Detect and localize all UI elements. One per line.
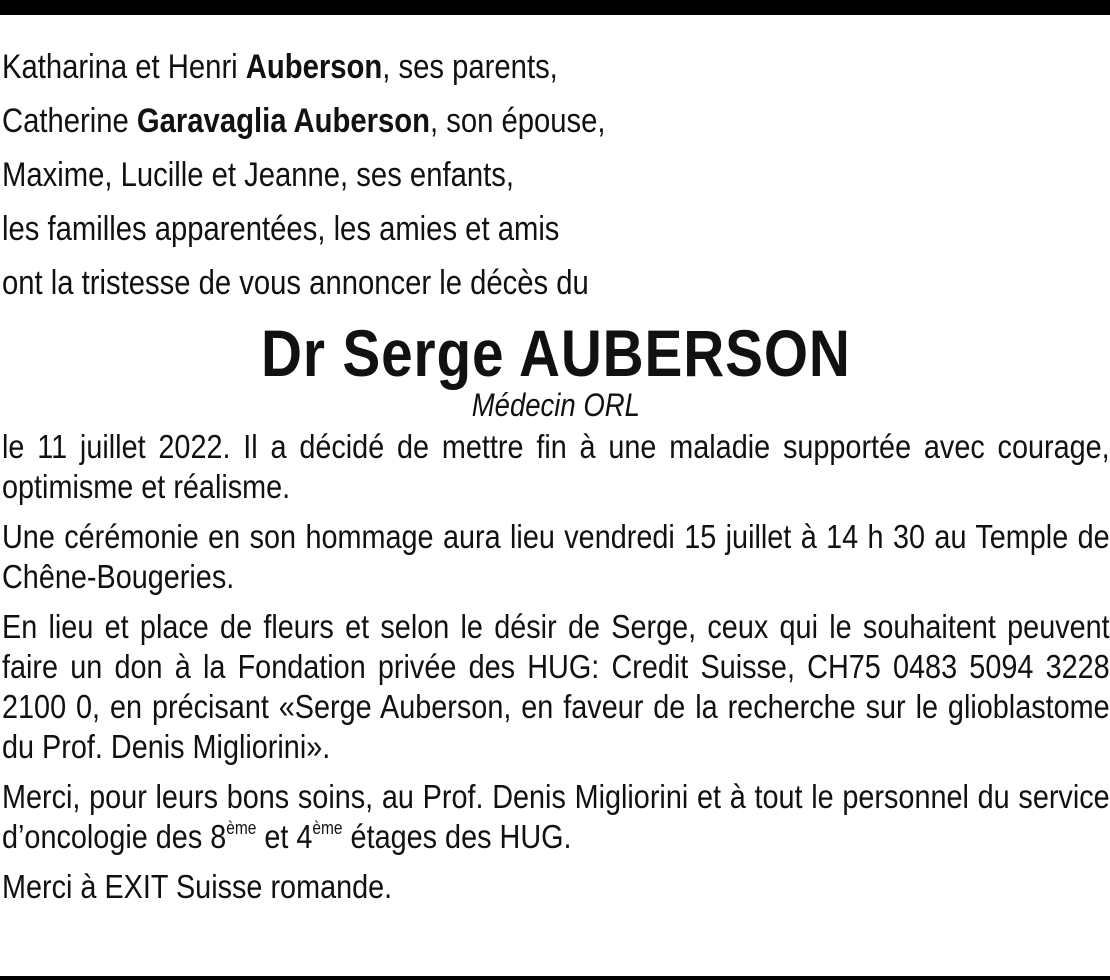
deceased-block [2, 316, 1110, 424]
donation-paragraph: En lieu et place de fleurs et selon le désir de Serge, ceux qui le souhaitent peuvent faire un don à la Fondation privée des HUG: Credit Suisse, CH75 0483 5094 3228 2100 0, en précisant «Serge Auberson, en faveur de la recherche sur le glioblastome du Prof. Denis Migliorini». [2, 609, 1110, 766]
thanks-text: Merci, pour leurs bons soins, au Prof. Denis Migliorini et à tout le personnel du service d’oncologie des 8 [2, 779, 1110, 856]
family-surname: Auberson [245, 48, 383, 86]
death-paragraph: le 11 juillet 2022. Il a décidé de mettre fin à une maladie supportée avec courage, optimisme et réalisme. [2, 429, 1110, 506]
family-text: , son épouse, [429, 102, 606, 140]
bottom-rule [0, 976, 1110, 980]
family-text: Katharina et Henri [2, 48, 246, 86]
family-line-spouse [2, 94, 955, 148]
obituary-notice [2, 40, 1110, 908]
ordinal-suffix: ème [312, 818, 343, 838]
deceased-title: Médecin ORL [471, 387, 640, 423]
thanks-paragraph [2, 778, 1110, 858]
family-line-relatives [2, 202, 955, 256]
exit-paragraph: Merci à EXIT Suisse romande. [2, 869, 393, 906]
thanks-text: étages des HUG. [342, 819, 572, 856]
family-line-announcement [2, 256, 955, 310]
family-surname: Garavaglia Auberson [136, 102, 430, 140]
family-line-children [2, 148, 955, 202]
deceased-name: Dr Serge AUBERSON [260, 316, 851, 390]
ceremony-paragraph: Une cérémonie en son hommage aura lieu vendredi 15 juillet à 14 h 30 au Temple de Chêne-Bougeries. [2, 519, 1110, 596]
family-text: , ses parents, [382, 48, 558, 86]
family-text: Catherine [2, 102, 137, 140]
family-text: les familles apparentées, les amies et amis [2, 210, 560, 248]
ordinal-suffix: ème [226, 818, 257, 838]
family-line-parents [2, 40, 955, 94]
thanks-text: et 4 [256, 819, 313, 856]
family-text: ont la tristesse de vous annoncer le décès du [2, 264, 589, 302]
top-rule [0, 0, 1110, 15]
family-text: Maxime, Lucille et Jeanne, ses enfants, [2, 156, 514, 194]
